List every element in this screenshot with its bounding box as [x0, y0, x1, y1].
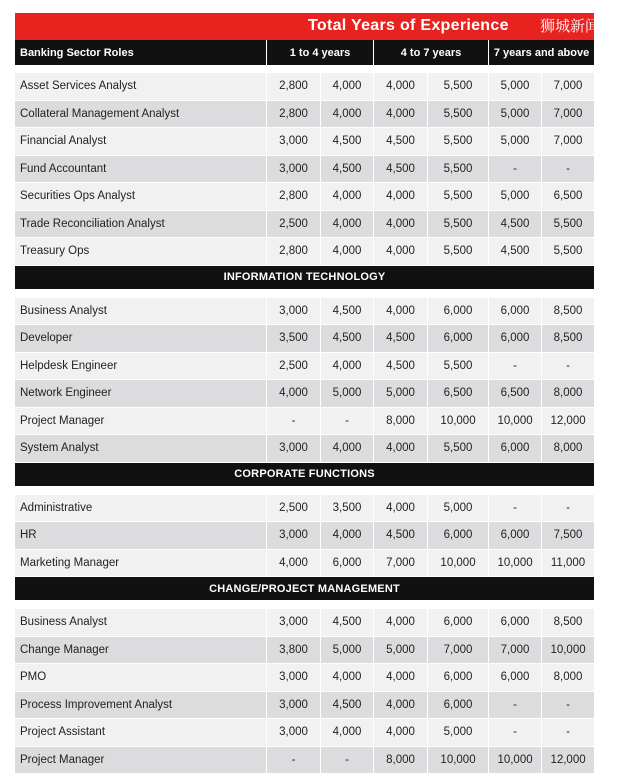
salary-cell: 4,500	[320, 609, 373, 637]
salary-cell: 4,500	[320, 692, 373, 720]
role-cell: PMO	[15, 664, 266, 692]
salary-cell: 3,800	[266, 637, 320, 665]
role-cell: HR	[15, 522, 266, 550]
salary-cell: 6,000	[488, 664, 541, 692]
salary-cell: 10,000	[488, 408, 541, 436]
salary-cell: 7,000	[541, 128, 594, 156]
salary-cell: 6,000	[427, 298, 488, 326]
salary-cell: -	[541, 719, 594, 747]
salary-cell: 8,000	[373, 747, 427, 774]
salary-cell: 4,000	[373, 664, 427, 692]
salary-cell: 4,000	[373, 609, 427, 637]
salary-cell: -	[488, 495, 541, 523]
salary-cell: 5,500	[427, 353, 488, 381]
salary-cell: 5,000	[427, 495, 488, 523]
salary-cell: 2,800	[266, 101, 320, 129]
salary-cell: 6,000	[427, 522, 488, 550]
salary-cell: 2,800	[266, 238, 320, 266]
salary-cell: 4,000	[373, 298, 427, 326]
salary-cell: 3,000	[266, 128, 320, 156]
role-cell: Marketing Manager	[15, 550, 266, 578]
salary-cell: 3,000	[266, 156, 320, 184]
table-row	[15, 238, 594, 266]
salary-cell: 4,000	[320, 211, 373, 239]
salary-cell: 4,500	[488, 238, 541, 266]
section-title: CHANGE/PROJECT MANAGEMENT	[15, 577, 594, 601]
role-cell: Project Manager	[15, 747, 266, 774]
salary-cell: 5,000	[488, 183, 541, 211]
salary-cell: 6,000	[320, 550, 373, 578]
salary-cell: 4,500	[373, 522, 427, 550]
salary-cell: 10,000	[488, 550, 541, 578]
salary-cell: 12,000	[541, 408, 594, 436]
salary-cell: 4,000	[373, 719, 427, 747]
table-header-row	[15, 40, 594, 65]
salary-cell: 2,500	[266, 353, 320, 381]
salary-cell: -	[488, 156, 541, 184]
salary-cell: 10,000	[427, 550, 488, 578]
salary-cell: 2,800	[266, 183, 320, 211]
salary-cell: 8,000	[541, 664, 594, 692]
salary-cell: 7,000	[427, 637, 488, 665]
salary-cell: -	[488, 719, 541, 747]
salary-cell: 4,000	[373, 73, 427, 101]
salary-cell: -	[266, 408, 320, 436]
role-cell: Change Manager	[15, 637, 266, 665]
section-title: INFORMATION TECHNOLOGY	[15, 266, 594, 290]
table-row	[15, 211, 594, 239]
role-cell: Securities Ops Analyst	[15, 183, 266, 211]
salary-cell: 4,500	[373, 353, 427, 381]
salary-cell: 4,000	[320, 719, 373, 747]
salary-cell: 5,000	[427, 719, 488, 747]
table-row	[15, 380, 594, 408]
salary-cell: 5,000	[320, 637, 373, 665]
salary-cell: 3,500	[266, 325, 320, 353]
table-row	[15, 101, 594, 129]
table-row	[15, 692, 594, 720]
salary-cell: 4,000	[373, 211, 427, 239]
header-gap	[15, 65, 594, 73]
salary-cell: 4,500	[373, 156, 427, 184]
table-row	[15, 435, 594, 463]
salary-cell: 6,000	[488, 435, 541, 463]
column-header-group: 4 to 7 years	[373, 40, 488, 65]
salary-cell: 4,500	[488, 211, 541, 239]
salary-cell: -	[541, 692, 594, 720]
table-row	[15, 550, 594, 578]
salary-cell: 4,000	[320, 522, 373, 550]
salary-cell: 5,500	[427, 73, 488, 101]
salary-cell: 3,500	[320, 495, 373, 523]
column-header-group: 7 years and above	[488, 40, 594, 65]
salary-cell: 7,000	[488, 637, 541, 665]
salary-cell: 2,800	[266, 73, 320, 101]
section-gap	[15, 601, 594, 609]
salary-cell: 6,000	[488, 325, 541, 353]
salary-cell: 3,000	[266, 609, 320, 637]
salary-cell: 6,000	[427, 325, 488, 353]
salary-cell: 7,000	[541, 73, 594, 101]
salary-cell: -	[320, 747, 373, 774]
salary-cell: 3,000	[266, 692, 320, 720]
salary-cell: 5,500	[427, 101, 488, 129]
role-cell: Helpdesk Engineer	[15, 353, 266, 381]
salary-cell: 5,000	[488, 128, 541, 156]
table-row	[15, 719, 594, 747]
column-header-role: Banking Sector Roles	[15, 40, 266, 65]
salary-cell: 11,000	[541, 550, 594, 578]
salary-cell: 4,000	[320, 435, 373, 463]
salary-cell: 4,000	[266, 550, 320, 578]
salary-cell: 6,000	[488, 609, 541, 637]
role-cell: Developer	[15, 325, 266, 353]
salary-cell: 4,000	[320, 73, 373, 101]
section-title: CORPORATE FUNCTIONS	[15, 463, 594, 487]
salary-cell: 10,000	[427, 408, 488, 436]
salary-cell: 4,500	[320, 298, 373, 326]
salary-cell: 4,000	[320, 353, 373, 381]
salary-cell: 4,000	[266, 380, 320, 408]
salary-cell: 3,000	[266, 435, 320, 463]
salary-table	[15, 40, 594, 774]
salary-cell: 5,500	[427, 435, 488, 463]
salary-cell: 4,500	[320, 128, 373, 156]
salary-cell: 10,000	[541, 637, 594, 665]
role-cell: Process Improvement Analyst	[15, 692, 266, 720]
salary-cell: 6,000	[427, 692, 488, 720]
salary-cell: 7,000	[541, 101, 594, 129]
salary-cell: -	[541, 353, 594, 381]
salary-cell: 4,000	[320, 101, 373, 129]
role-cell: Business Analyst	[15, 609, 266, 637]
role-cell: Asset Services Analyst	[15, 73, 266, 101]
table-row	[15, 495, 594, 523]
salary-cell: 2,500	[266, 495, 320, 523]
salary-cell: 3,000	[266, 298, 320, 326]
section-header-row	[15, 577, 594, 601]
salary-cell: 8,000	[541, 435, 594, 463]
salary-cell: 5,500	[541, 238, 594, 266]
salary-cell: 6,500	[541, 183, 594, 211]
table-row	[15, 353, 594, 381]
salary-cell: 8,000	[373, 408, 427, 436]
salary-cell: 4,000	[320, 664, 373, 692]
salary-cell: 8,500	[541, 298, 594, 326]
salary-cell: 6,500	[488, 380, 541, 408]
salary-cell: -	[488, 692, 541, 720]
salary-cell: -	[320, 408, 373, 436]
salary-cell: 6,500	[427, 380, 488, 408]
table-row	[15, 73, 594, 101]
table-row	[15, 747, 594, 774]
role-cell: Collateral Management Analyst	[15, 101, 266, 129]
table-body	[15, 73, 594, 774]
table-row	[15, 664, 594, 692]
role-cell: Project Manager	[15, 408, 266, 436]
table-row	[15, 522, 594, 550]
role-cell: Network Engineer	[15, 380, 266, 408]
salary-cell: 6,000	[427, 664, 488, 692]
watermark: 狮城新闻	[540, 15, 600, 36]
salary-cell: 5,500	[427, 211, 488, 239]
salary-cell: 6,000	[488, 522, 541, 550]
salary-cell: 4,000	[320, 238, 373, 266]
salary-cell: -	[266, 747, 320, 774]
column-header-group: 1 to 4 years	[266, 40, 373, 65]
table-row	[15, 298, 594, 326]
salary-cell: 4,000	[373, 435, 427, 463]
salary-cell: 5,000	[488, 73, 541, 101]
salary-cell: 6,000	[427, 609, 488, 637]
table-row	[15, 183, 594, 211]
salary-cell: 3,000	[266, 522, 320, 550]
salary-cell: 4,000	[373, 692, 427, 720]
section-header-row	[15, 266, 594, 290]
table-row	[15, 156, 594, 184]
salary-cell: 5,000	[488, 101, 541, 129]
salary-cell: 5,500	[541, 211, 594, 239]
salary-cell: 4,000	[320, 183, 373, 211]
section-gap	[15, 290, 594, 298]
salary-cell: 8,000	[541, 380, 594, 408]
banner-title: Total Years of Experience	[308, 17, 509, 35]
salary-cell: 5,500	[427, 238, 488, 266]
salary-cell: 7,500	[541, 522, 594, 550]
salary-cell: 4,000	[373, 495, 427, 523]
role-cell: System Analyst	[15, 435, 266, 463]
salary-cell: 4,500	[320, 156, 373, 184]
role-cell: Trade Reconciliation Analyst	[15, 211, 266, 239]
salary-cell: 4,000	[373, 183, 427, 211]
salary-cell: 8,500	[541, 325, 594, 353]
salary-cell: 5,500	[427, 156, 488, 184]
salary-cell: 4,000	[373, 238, 427, 266]
salary-cell: 4,000	[373, 101, 427, 129]
salary-cell: 7,000	[373, 550, 427, 578]
salary-cell: 10,000	[488, 747, 541, 774]
role-cell: Financial Analyst	[15, 128, 266, 156]
salary-cell: 5,000	[373, 380, 427, 408]
salary-cell: 2,500	[266, 211, 320, 239]
salary-cell: 5,500	[427, 183, 488, 211]
section-header-row	[15, 463, 594, 487]
salary-cell: 10,000	[427, 747, 488, 774]
role-cell: Treasury Ops	[15, 238, 266, 266]
role-cell: Administrative	[15, 495, 266, 523]
table-row	[15, 128, 594, 156]
salary-cell: 4,500	[373, 325, 427, 353]
salary-cell: 5,500	[427, 128, 488, 156]
salary-cell: -	[541, 156, 594, 184]
experience-banner	[15, 13, 594, 40]
role-cell: Fund Accountant	[15, 156, 266, 184]
role-cell: Project Assistant	[15, 719, 266, 747]
table-row	[15, 325, 594, 353]
salary-cell: -	[541, 495, 594, 523]
salary-cell: 5,000	[320, 380, 373, 408]
salary-sheet	[15, 13, 594, 774]
salary-cell: 4,500	[320, 325, 373, 353]
salary-cell: 3,000	[266, 664, 320, 692]
salary-cell: 8,500	[541, 609, 594, 637]
salary-cell: 3,000	[266, 719, 320, 747]
salary-cell: 5,000	[373, 637, 427, 665]
salary-cell: 4,500	[373, 128, 427, 156]
table-row	[15, 408, 594, 436]
salary-cell: 6,000	[488, 298, 541, 326]
section-gap	[15, 487, 594, 495]
table-row	[15, 609, 594, 637]
salary-cell: 12,000	[541, 747, 594, 774]
salary-cell: -	[488, 353, 541, 381]
table-row	[15, 637, 594, 665]
role-cell: Business Analyst	[15, 298, 266, 326]
